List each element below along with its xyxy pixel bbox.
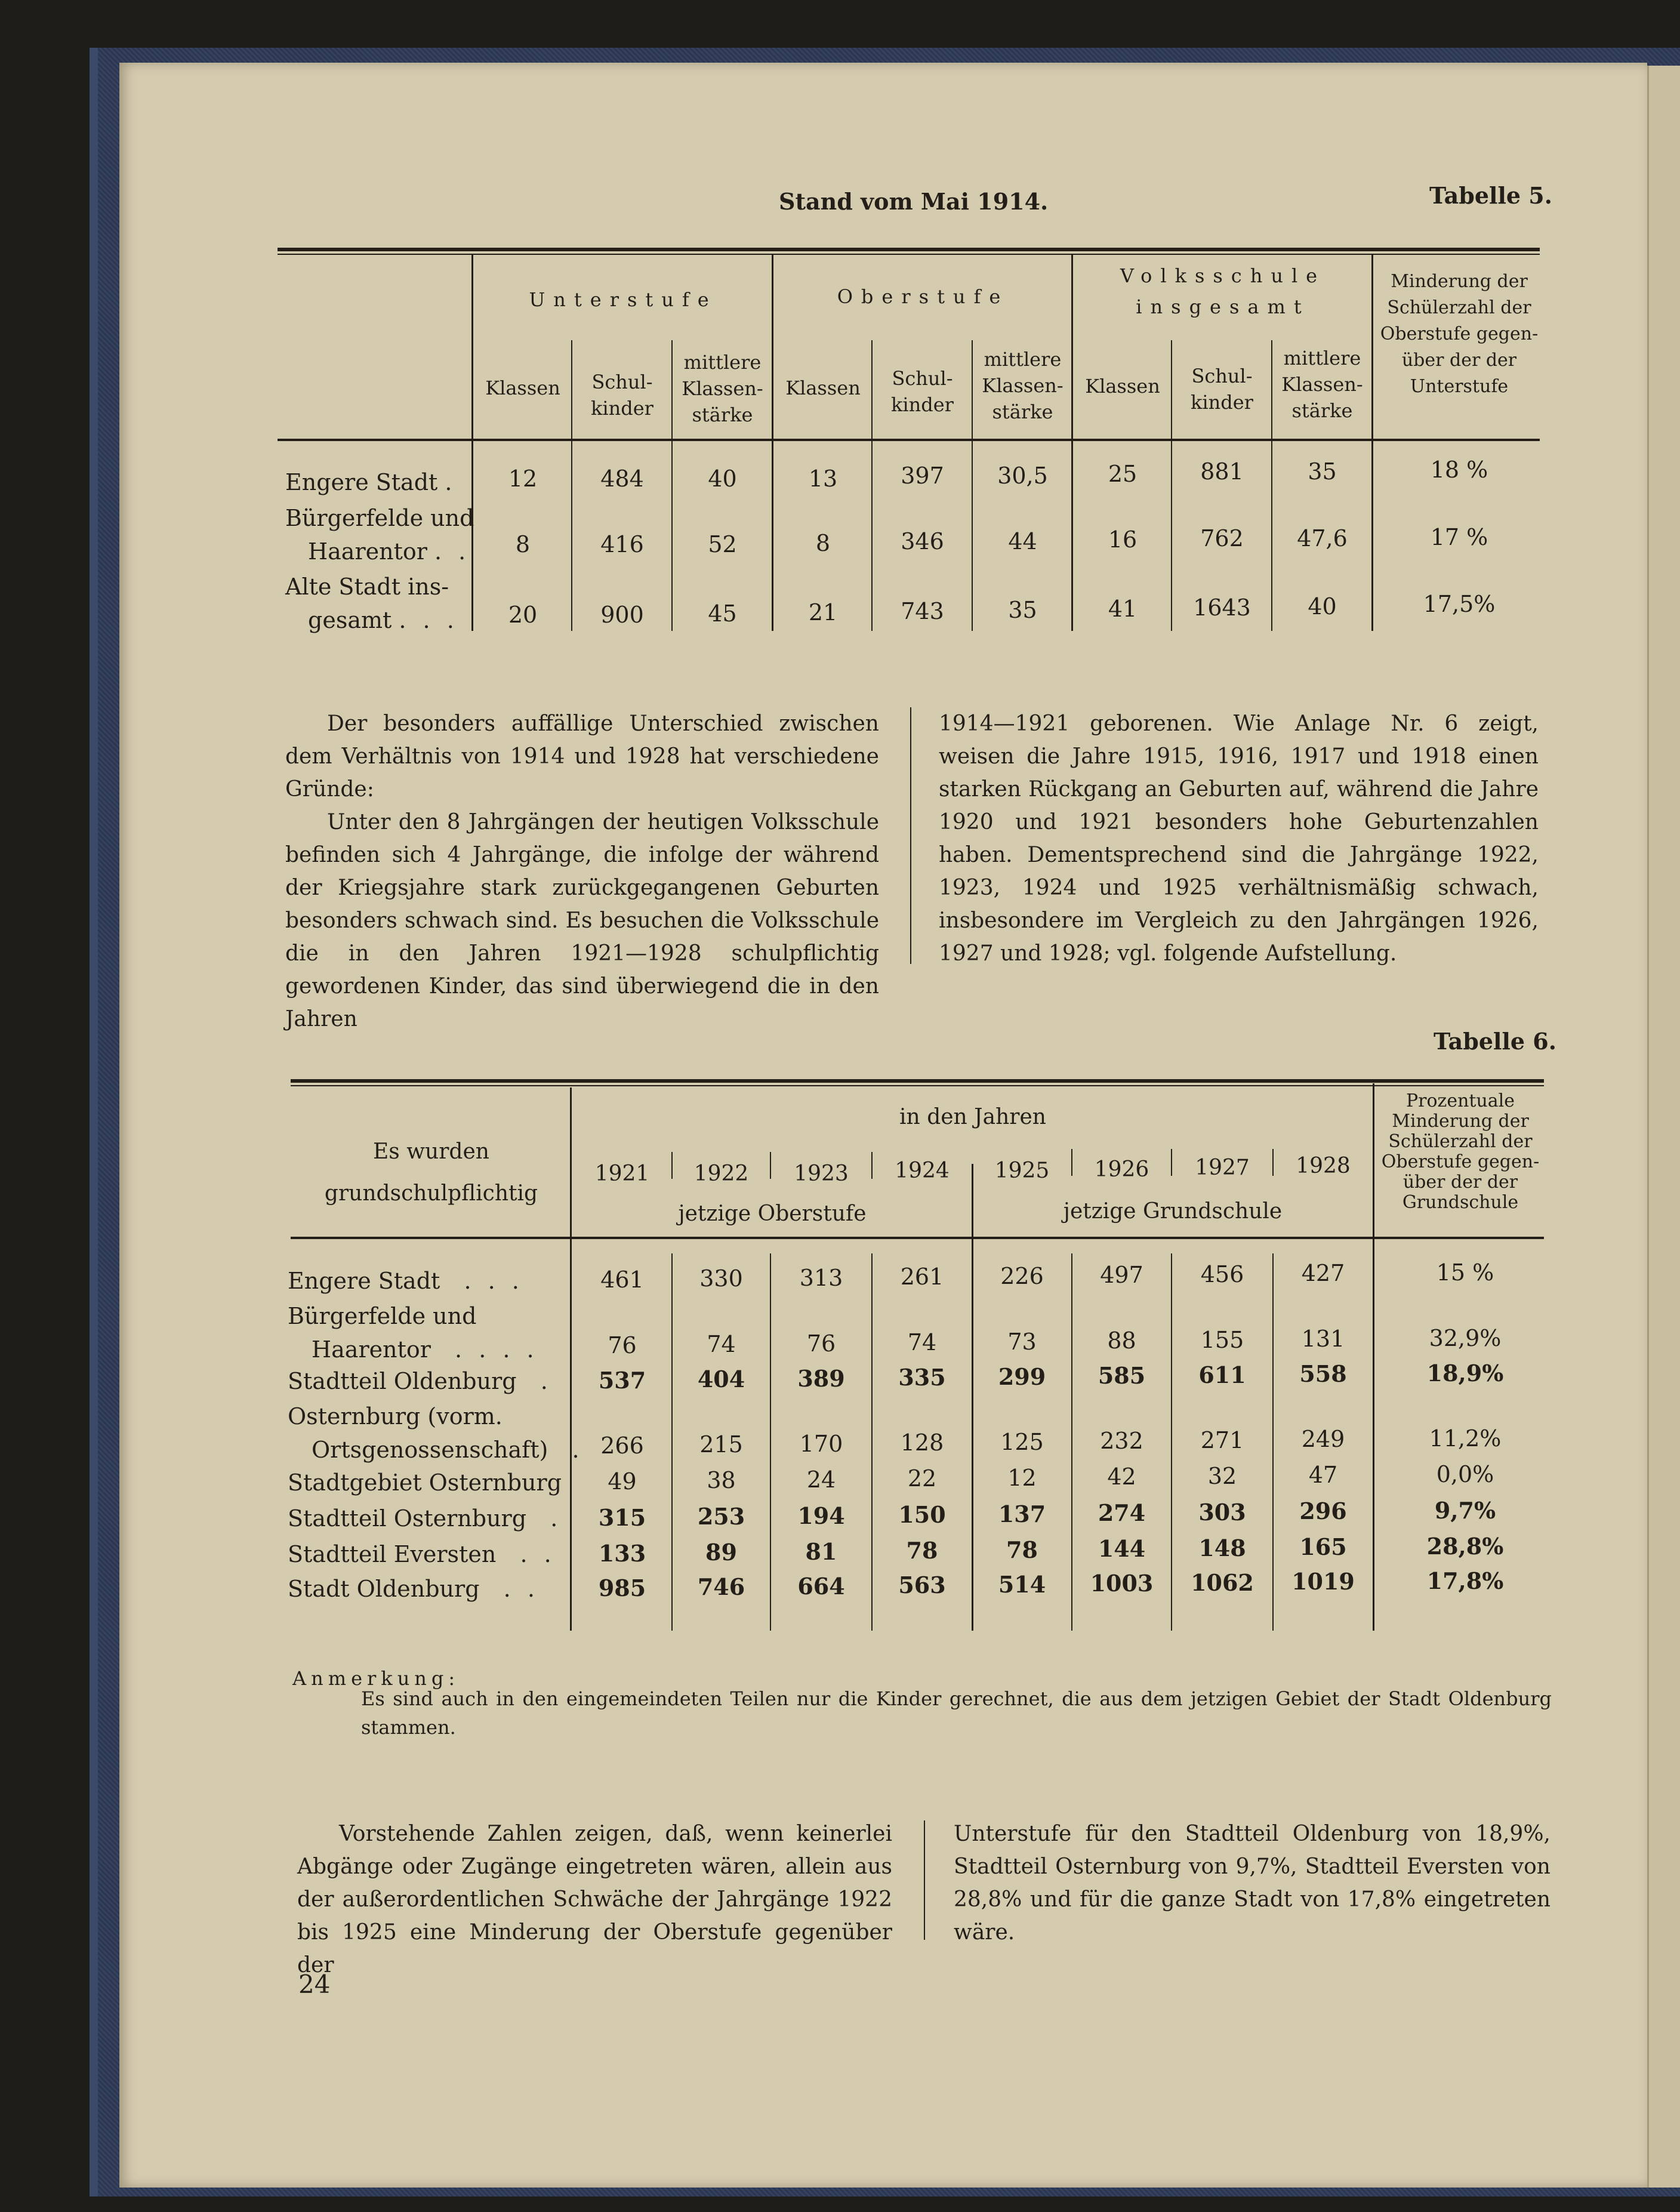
table6-cell: 315 (598, 1504, 646, 1531)
table5-cell: 743 (901, 598, 944, 624)
table6-cell: 131 (1301, 1326, 1345, 1352)
header-line: kinder (891, 393, 954, 416)
table5-cell: 21 (808, 599, 838, 626)
table6-cell: 985 (598, 1575, 646, 1601)
header-line: Schul- (591, 371, 653, 393)
table6-cell: 32 (1207, 1463, 1237, 1489)
table5-cell: 881 (1200, 458, 1244, 485)
table6-row-label: Stadt Oldenburg . . (288, 1576, 540, 1602)
header-line: Es wurden (373, 1139, 489, 1164)
table6-cell: 38 (707, 1467, 736, 1493)
table6-cell: 330 (699, 1265, 743, 1292)
row-label-text: Alte Stadt ins- (285, 574, 449, 600)
row-label-text: Stadtteil Oldenburg (288, 1368, 517, 1394)
table5-sub-mittlere (673, 349, 772, 428)
table6-col-divider (570, 1087, 572, 1631)
table5-cell: 35 (1008, 597, 1037, 623)
row-label-text: Bürgerfelde und (285, 505, 474, 531)
table6-cell: 137 (998, 1501, 1046, 1527)
header-line: über der der (1402, 1172, 1518, 1193)
table5-cell: 30,5 (997, 463, 1048, 489)
table6-cell: 427 (1301, 1260, 1345, 1286)
table6-rowhead (292, 1131, 570, 1215)
row-label-text: Ortsgenossenschaft) (312, 1437, 548, 1463)
header-line: mittlere (683, 351, 762, 374)
table5-subcol-divider (571, 340, 572, 631)
table5-cell: 12 (508, 466, 538, 492)
table5-subcol-divider (1271, 340, 1272, 631)
table6-cell: 497 (1100, 1262, 1143, 1288)
header-line: kinder (1191, 391, 1253, 414)
table6-cell-pct: 11,2% (1429, 1425, 1502, 1452)
table6-cell-pct: 15 % (1436, 1259, 1494, 1286)
table6-cell: 335 (898, 1364, 946, 1391)
facing-page-edge (1647, 66, 1680, 2188)
table6-year: 1928 (1296, 1154, 1351, 1178)
table6-cell: 404 (697, 1366, 745, 1392)
table5-cell-pct: 17 % (1430, 524, 1488, 550)
table6-cell: 585 (1098, 1362, 1146, 1389)
table5-top-rule-thin (278, 254, 1540, 255)
table6-year: 1925 (994, 1159, 1050, 1183)
table6-cell: 144 (1098, 1535, 1146, 1562)
table6-cell: 155 (1200, 1327, 1244, 1353)
table6-cell: 611 (1198, 1361, 1246, 1388)
table6-row-label: Bürgerfelde und Haarentor . . . . (288, 1299, 539, 1366)
row-label-text: Engere Stadt (285, 469, 438, 495)
row-label-text: Osternburg (vorm. (288, 1403, 503, 1430)
row-label-text: Stadtteil Eversten (288, 1541, 497, 1567)
paragraph: Unter den 8 Jahrgängen der heutigen Volksschule befinden sich 4 Jahrgänge, die infolge der während der Kriegsjahre stark zurückgegangenen Geburten besonders schwach sind. Es besuchen die Volksschule die in den Jahren 1921—1928 schulpflichtig gewordenen Kinder, das sind überwiegend die in den Jahren (285, 810, 879, 1031)
header-line: Schülerzahl der (1387, 297, 1531, 318)
table5-minderung-header (1373, 269, 1546, 400)
table6-row-label: Stadtteil Oldenburg . (288, 1368, 553, 1394)
header-line: stärke (692, 403, 753, 426)
header-line: Minderung der (1391, 271, 1528, 292)
table6-cell: 12 (1007, 1465, 1037, 1491)
row-label-text: Haarentor (312, 1336, 431, 1363)
table6-cell-pct: 17,8% (1426, 1567, 1504, 1594)
table6-cell: 746 (697, 1573, 745, 1600)
column-divider (910, 707, 911, 964)
header-line: stärke (992, 400, 1053, 423)
table5-cell: 416 (600, 531, 644, 557)
paragraph: Der besonders auffällige Unterschied zwischen dem Verhältnis von 1914 und 1928 hat verschiedene Gründe: (285, 711, 879, 802)
table6-cell: 215 (699, 1431, 743, 1458)
paragraph: Vorstehende Zahlen zeigen, daß, wenn keinerlei Abgänge oder Zugänge eingetreten wären, allein aus der außerordentlichen Schwäche der Jahrgänge 1922 bis 1925 eine Minderung der Oberstufe gegenüber der (297, 1822, 892, 1977)
table5-cell: 397 (901, 463, 944, 489)
paragraph: Unterstufe für den Stadtteil Oldenburg von 18,9%, Stadtteil Osternburg von 9,7%, Stadtteil Eversten von 28,8% und für die ganze Stadt von 17,8% eingetreten wäre. (954, 1822, 1550, 1945)
header-line: Prozentuale (1405, 1090, 1515, 1111)
table6-cell: 78 (906, 1537, 938, 1564)
table5-cell-pct: 17,5% (1423, 591, 1496, 617)
table5-subcol-divider (671, 340, 673, 631)
table5-sub-klassen: Klassen (785, 377, 861, 399)
table6-cell: 73 (1007, 1329, 1037, 1355)
table5-cell: 44 (1008, 528, 1037, 554)
header-line: Klassen- (1281, 373, 1363, 396)
table6-cell: 226 (1000, 1263, 1044, 1289)
table5-cell: 20 (508, 602, 538, 628)
table6-cell: 150 (898, 1501, 946, 1528)
header-line: Schul- (1191, 365, 1253, 387)
table6-cell: 558 (1299, 1360, 1347, 1387)
table6-cell-pct: 32,9% (1429, 1325, 1502, 1351)
page-number: 24 (298, 1970, 331, 1999)
table6-cell-pct: 28,8% (1426, 1533, 1504, 1560)
cover-spine-edge (90, 48, 98, 2196)
table6-cell: 299 (998, 1363, 1046, 1390)
header-line: über der der (1401, 350, 1517, 371)
table5-cell: 52 (708, 531, 737, 557)
table6-year: 1926 (1094, 1157, 1149, 1182)
table6-cell: 313 (799, 1265, 843, 1291)
table6-cell: 125 (1000, 1429, 1044, 1455)
header-line: mittlere (984, 348, 1062, 371)
table6-cell: 537 (598, 1367, 646, 1394)
table6-cell: 47 (1308, 1462, 1338, 1488)
table6-cell: 24 (806, 1467, 836, 1493)
table6-cell: 133 (598, 1540, 646, 1567)
header-line: Minderung der (1392, 1111, 1529, 1132)
header-line: Oberstufe gegen- (1381, 1151, 1540, 1172)
table6-cell: 514 (998, 1571, 1046, 1598)
table6-label: Tabelle 6. (1434, 1028, 1556, 1055)
table6-cell: 456 (1200, 1261, 1244, 1287)
table5-cell: 762 (1200, 525, 1244, 552)
table5-row-label: Bürgerfelde und Haarentor . . (285, 501, 474, 568)
table5-label: Tabelle 5. (1429, 182, 1552, 209)
column-divider (924, 1820, 925, 1940)
table6-year: 1927 (1195, 1156, 1250, 1180)
row-label-text: Stadt Oldenburg (288, 1576, 480, 1602)
table5-sub-schulkinder (1173, 363, 1271, 415)
table6-cell: 261 (900, 1264, 944, 1290)
header-line: Klassen- (682, 377, 763, 400)
table5-row-label: Alte Stadt ins- gesamt . . . (285, 570, 459, 637)
paragraph: 1914—1921 geborenen. Wie Anlage Nr. 6 zeigt, weisen die Jahre 1915, 1916, 1917 und 1918 einen starken Rückgang an Geburten auf, während die Jahre 1920 und 1921 besonders hohe Geburtenzahlen haben. Dementsprechend sind die Jahrgänge 1922, 1923, 1924 und 1925 verhältnismäßig schwach, insbesondere im Vergleich zu den Jahrgängen 1926, 1927 und 1928; vgl. folgende Aufstellung. (939, 711, 1539, 966)
table6-year: 1923 (794, 1162, 849, 1186)
table6-cell: 1062 (1191, 1569, 1254, 1596)
table6-cell: 78 (1006, 1536, 1038, 1563)
table6-row-label (288, 1466, 562, 1499)
header-line: Oberstufe gegen- (1380, 324, 1539, 344)
header-line: grundschulpflichtig (324, 1181, 538, 1206)
table6-row-label: Stadtteil Eversten . . (288, 1541, 556, 1567)
table5-row-label: Engere Stadt . (285, 469, 457, 495)
note-heading: Anmerkung: (292, 1667, 460, 1690)
table6-cell: 249 (1301, 1426, 1345, 1452)
table5-group-volksschule-line2: insgesamt (1136, 295, 1310, 318)
header-line: stärke (1291, 399, 1353, 422)
table6-cell: 461 (600, 1267, 644, 1293)
table6-cell: 271 (1200, 1427, 1244, 1453)
table6-years-header: in den Jahren (899, 1105, 1046, 1129)
table6-cell: 74 (907, 1329, 937, 1355)
table5-col-divider (471, 254, 473, 631)
header-line: Klassen- (982, 374, 1064, 397)
table6-row-label: Stadtteil Osternburg . (288, 1505, 563, 1532)
table6-cell: 74 (707, 1331, 736, 1357)
table6-cell: 1019 (1291, 1568, 1355, 1595)
table6-cell: 274 (1098, 1499, 1146, 1526)
table5-subcol-divider (972, 340, 973, 631)
table6-cell: 88 (1107, 1327, 1136, 1354)
table6-cell: 22 (907, 1465, 937, 1492)
table5-group-unterstufe: Unterstufe (529, 288, 717, 311)
table6-cell: 194 (797, 1502, 845, 1529)
table5-subcol-divider (871, 340, 873, 631)
table6-cell: 165 (1299, 1533, 1347, 1560)
table5-cell: 25 (1108, 461, 1138, 487)
table6-top-rule (291, 1079, 1544, 1083)
table5-cell: 41 (1108, 596, 1138, 622)
table6-cell: 664 (797, 1573, 845, 1600)
table5-sub-mittlere (1273, 345, 1371, 424)
header-line: kinder (591, 397, 653, 420)
table5-group-volksschule-line1: Volksschule (1120, 264, 1326, 287)
table6-cell: 563 (898, 1572, 946, 1598)
table6-sub-grundschule: jetzige Grundschule (1063, 1199, 1283, 1224)
table6-year: 1924 (895, 1159, 950, 1183)
table6-cell: 389 (797, 1365, 845, 1392)
table6-row-label: Osternburg (vorm. Ortsgenossenschaft) . (288, 1400, 584, 1467)
header-line: Grundschule (1402, 1192, 1519, 1213)
table5-group-oberstufe: Oberstufe (837, 285, 1009, 308)
table5-cell: 8 (515, 531, 531, 557)
text2-left-column (297, 1817, 892, 1982)
table6-cell: 170 (799, 1431, 843, 1457)
table6-cell: 1003 (1090, 1570, 1154, 1597)
table5-sub-klassen: Klassen (485, 377, 560, 399)
table6-cell-pct: 0,0% (1436, 1461, 1494, 1487)
table5-cell-pct: 18 % (1430, 457, 1488, 483)
table5-cell: 40 (1308, 593, 1337, 620)
table5-cell: 16 (1108, 526, 1138, 553)
table6-cell: 296 (1299, 1498, 1347, 1524)
table5-cell: 484 (600, 466, 644, 492)
table5-sub-schulkinder (873, 365, 972, 418)
table6-cell: 76 (608, 1332, 637, 1358)
text1-right-column (939, 707, 1539, 970)
table5-sub-klassen: Klassen (1085, 375, 1160, 398)
row-label-text: gesamt (308, 607, 392, 633)
header-line: Unterstufe (1410, 376, 1509, 397)
header-line: mittlere (1283, 347, 1361, 369)
row-label-text: Engere Stadt (288, 1268, 440, 1294)
note-text: Es sind auch in den eingemeindeten Teilen nur die Kinder gerechnet, die aus dem jetzigen Gebiet der Stadt Oldenburg stammen. (361, 1687, 1552, 1739)
header-line: Schul- (892, 367, 953, 390)
text1-left-column (285, 707, 879, 1036)
table5-col-divider (772, 254, 773, 631)
table5-sub-mittlere (973, 346, 1072, 425)
table5-cell: 1643 (1193, 594, 1251, 621)
table6-pct-header (1374, 1091, 1547, 1213)
table5-col-divider (1071, 254, 1073, 631)
table6-cell: 42 (1107, 1464, 1136, 1490)
row-label-text: Haarentor (308, 538, 427, 565)
table5-header-rule (278, 439, 1540, 441)
table6-year: 1922 (693, 1162, 749, 1186)
table6-row-label: Engere Stadt . . . (288, 1268, 524, 1294)
table5-cell: 47,6 (1297, 525, 1348, 552)
table5-cell: 40 (708, 466, 737, 492)
table5-heading: Stand vom Mai 1914. (779, 188, 1049, 215)
table6-cell: 253 (697, 1503, 745, 1530)
table6-cell-pct: 9,7% (1434, 1497, 1496, 1524)
table5-cell: 900 (600, 602, 644, 628)
row-label-text: Stadtgebiet Osternburg (288, 1469, 562, 1496)
table6-cell: 49 (608, 1468, 637, 1495)
table5-subcol-divider (1171, 340, 1172, 631)
text2-right-column (954, 1817, 1550, 1949)
table5-cell: 45 (708, 600, 737, 627)
table6-cell: 128 (900, 1430, 944, 1456)
table6-header-rule (291, 1237, 1544, 1239)
table6-sub-oberstufe: jetzige Oberstufe (678, 1201, 867, 1226)
table6-cell: 89 (705, 1539, 737, 1566)
table5-sub-schulkinder (573, 369, 671, 421)
table6-cell: 81 (805, 1538, 837, 1565)
table6-cell-pct: 18,9% (1426, 1360, 1504, 1387)
table6-cell: 303 (1198, 1499, 1246, 1526)
table5-cell: 13 (808, 466, 838, 492)
table5-cell: 8 (815, 530, 831, 556)
header-line: Schülerzahl der (1388, 1131, 1533, 1152)
table5-cell: 346 (901, 528, 944, 554)
table5-top-rule (278, 248, 1540, 251)
table6-cell: 76 (806, 1330, 836, 1357)
row-label-text: Bürgerfelde und (288, 1303, 477, 1329)
table6-cell: 232 (1100, 1428, 1143, 1454)
table5-cell: 35 (1308, 458, 1337, 485)
table6-cell: 266 (600, 1432, 644, 1459)
table6-cell: 148 (1198, 1535, 1246, 1561)
table6-top-rule-thin (291, 1085, 1544, 1086)
table6-year: 1921 (594, 1162, 650, 1186)
row-label-text: Stadtteil Osternburg (288, 1505, 527, 1532)
